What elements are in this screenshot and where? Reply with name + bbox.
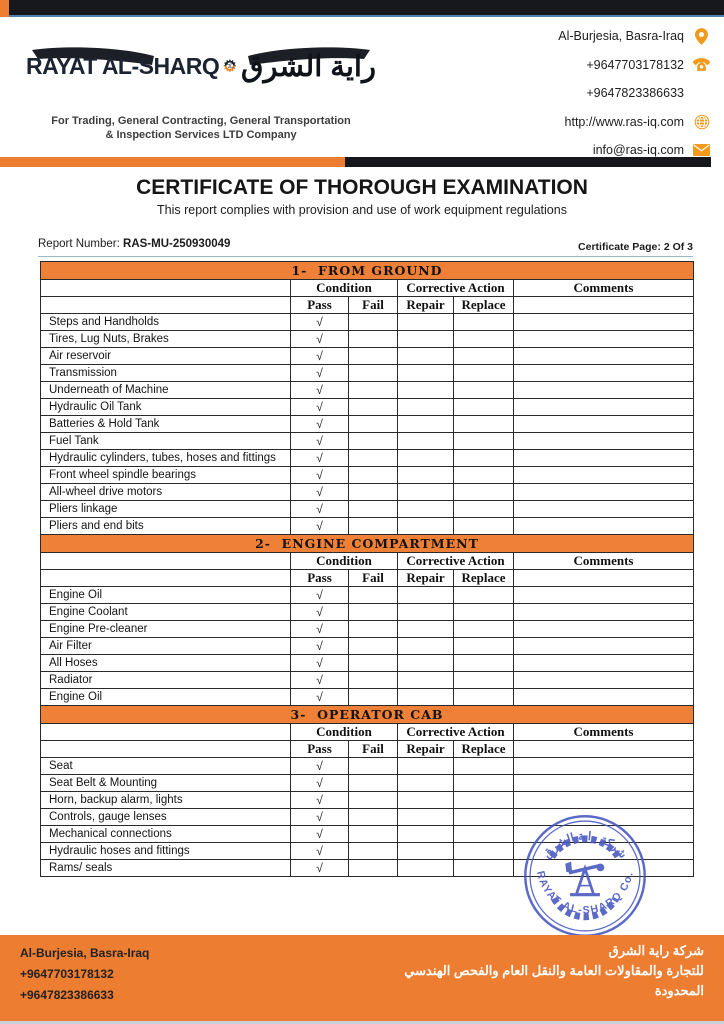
table-row xyxy=(41,399,694,416)
company-tagline: For Trading, General Contracting, General Transportation & Inspection Services LTD Company xyxy=(51,115,351,141)
contact-email: info@ras-iq.com xyxy=(470,136,710,165)
replace-cell xyxy=(454,314,514,331)
contact-phone-1: +9647703178132 xyxy=(470,51,710,80)
contact-phone-2: +9647823386633 xyxy=(470,79,710,108)
fail-cell xyxy=(349,314,398,331)
table-row xyxy=(41,467,694,484)
replace-cell xyxy=(454,484,514,501)
pass-cell: √ xyxy=(291,416,349,433)
fail-cell xyxy=(349,331,398,348)
item-label: Steps and Handholds xyxy=(41,314,291,331)
repair-header: Repair xyxy=(398,741,454,758)
contact-address: Al-Burjesia, Basra-Iraq xyxy=(470,22,710,51)
comments-header: Comments xyxy=(514,553,694,570)
replace-cell xyxy=(454,399,514,416)
corrective-action-header: Corrective Action xyxy=(398,724,514,741)
pass-header: Pass xyxy=(291,741,349,758)
repair-cell xyxy=(398,792,454,809)
item-label: Fuel Tank xyxy=(41,433,291,450)
pass-cell: √ xyxy=(291,809,349,826)
pass-cell: √ xyxy=(291,843,349,860)
fail-cell xyxy=(349,399,398,416)
pass-cell: √ xyxy=(291,450,349,467)
item-label: Hydraulic Oil Tank xyxy=(41,399,291,416)
fail-cell xyxy=(349,826,398,843)
stamp-pumpjack xyxy=(565,862,604,897)
corrective-action-header: Corrective Action xyxy=(398,553,514,570)
table-row xyxy=(41,484,694,501)
comments-cell xyxy=(514,621,694,638)
item-label: Pliers and end bits xyxy=(41,518,291,535)
pass-cell: √ xyxy=(291,314,349,331)
replace-cell xyxy=(454,331,514,348)
repair-cell xyxy=(398,450,454,467)
repair-cell xyxy=(398,775,454,792)
pass-cell: √ xyxy=(291,365,349,382)
top-bar xyxy=(0,0,724,17)
blank-header-cell xyxy=(514,741,694,758)
gear-pumpjack-logo-icon xyxy=(223,20,237,112)
repair-header: Repair xyxy=(398,570,454,587)
comments-header: Comments xyxy=(514,724,694,741)
table-row xyxy=(41,638,694,655)
fail-header: Fail xyxy=(349,570,398,587)
contact-info-list xyxy=(470,22,710,165)
repair-cell xyxy=(398,672,454,689)
repair-header: Repair xyxy=(398,297,454,314)
stamp-arabic-text: شركة راية الشرق xyxy=(540,829,630,861)
blank-header-cell xyxy=(41,553,291,570)
replace-header: Replace xyxy=(454,570,514,587)
pass-cell: √ xyxy=(291,689,349,706)
replace-cell xyxy=(454,672,514,689)
repair-cell xyxy=(398,331,454,348)
fail-cell xyxy=(349,604,398,621)
comments-cell xyxy=(514,655,694,672)
table-row xyxy=(41,365,694,382)
footer-arabic-line-2: للتجارة والمقاولات العامة والنقل العام والفحص الهندسي xyxy=(404,963,704,978)
fail-cell xyxy=(349,860,398,877)
item-label: Transmission xyxy=(41,365,291,382)
inspection-table-body xyxy=(41,262,694,877)
blank-header-cell xyxy=(514,570,694,587)
table-row xyxy=(41,758,694,775)
pass-cell: √ xyxy=(291,518,349,535)
pass-cell: √ xyxy=(291,467,349,484)
repair-cell xyxy=(398,689,454,706)
repair-cell xyxy=(398,638,454,655)
repair-cell xyxy=(398,621,454,638)
repair-cell xyxy=(398,399,454,416)
item-label: Engine Pre-cleaner xyxy=(41,621,291,638)
item-label: Seat xyxy=(41,758,291,775)
table-row xyxy=(41,518,694,535)
item-label: Underneath of Machine xyxy=(41,382,291,399)
footer-arabic-line-3: المحدودة xyxy=(654,983,704,998)
item-label: Pliers linkage xyxy=(41,501,291,518)
footer-contact-block xyxy=(20,943,149,1006)
item-label: Radiator xyxy=(41,672,291,689)
repair-cell xyxy=(398,501,454,518)
pass-cell: √ xyxy=(291,860,349,877)
fail-cell xyxy=(349,416,398,433)
repair-cell xyxy=(398,809,454,826)
item-label: Hydraulic cylinders, tubes, hoses and fittings xyxy=(41,450,291,467)
item-label: Engine Oil xyxy=(41,587,291,604)
replace-cell xyxy=(454,638,514,655)
replace-cell xyxy=(454,382,514,399)
pass-header: Pass xyxy=(291,570,349,587)
table-row xyxy=(41,587,694,604)
item-label: All-wheel drive motors xyxy=(41,484,291,501)
blank-header-cell xyxy=(41,724,291,741)
location-pin-icon xyxy=(693,28,710,45)
inspection-table xyxy=(40,261,693,877)
repair-cell xyxy=(398,826,454,843)
replace-cell xyxy=(454,587,514,604)
item-label: Controls, gauge lenses xyxy=(41,809,291,826)
pass-cell: √ xyxy=(291,621,349,638)
replace-cell xyxy=(454,416,514,433)
fail-header: Fail xyxy=(349,741,398,758)
fail-cell xyxy=(349,433,398,450)
pass-cell: √ xyxy=(291,758,349,775)
comments-header: Comments xyxy=(514,280,694,297)
footer-phone-1: +9647703178132 xyxy=(20,967,114,981)
comments-cell xyxy=(514,587,694,604)
comments-cell xyxy=(514,314,694,331)
pass-cell: √ xyxy=(291,672,349,689)
replace-cell xyxy=(454,348,514,365)
item-label: Front wheel spindle bearings xyxy=(41,467,291,484)
table-row xyxy=(41,314,694,331)
repair-cell xyxy=(398,587,454,604)
replace-header: Replace xyxy=(454,297,514,314)
replace-cell xyxy=(454,809,514,826)
replace-cell xyxy=(454,860,514,877)
fail-cell xyxy=(349,655,398,672)
company-name-arabic: راية الشرق xyxy=(240,50,376,83)
globe-icon xyxy=(693,113,710,130)
comments-cell xyxy=(514,775,694,792)
item-label: Air reservoir xyxy=(41,348,291,365)
pass-cell: √ xyxy=(291,501,349,518)
comments-cell xyxy=(514,638,694,655)
pass-cell: √ xyxy=(291,399,349,416)
pass-cell: √ xyxy=(291,331,349,348)
top-bar-orange-accent xyxy=(0,0,9,17)
fail-cell xyxy=(349,587,398,604)
comments-cell xyxy=(514,484,694,501)
table-row xyxy=(41,433,694,450)
comments-cell xyxy=(514,467,694,484)
replace-cell xyxy=(454,655,514,672)
replace-cell xyxy=(454,826,514,843)
repair-cell xyxy=(398,604,454,621)
fail-cell xyxy=(349,843,398,860)
replace-cell xyxy=(454,758,514,775)
comments-cell xyxy=(514,331,694,348)
document-title: CERTIFICATE OF THOROUGH EXAMINATION xyxy=(136,176,588,199)
fail-cell xyxy=(349,467,398,484)
fail-header: Fail xyxy=(349,297,398,314)
item-label: Mechanical connections xyxy=(41,826,291,843)
comments-cell xyxy=(514,501,694,518)
table-row xyxy=(41,450,694,467)
table-row xyxy=(41,501,694,518)
pass-cell: √ xyxy=(291,826,349,843)
replace-cell xyxy=(454,467,514,484)
fail-cell xyxy=(349,501,398,518)
table-row xyxy=(41,775,694,792)
phone-icon xyxy=(693,56,710,73)
footer-bar xyxy=(0,935,724,1021)
footer-phone-2: +9647823386633 xyxy=(20,988,114,1002)
fail-cell xyxy=(349,348,398,365)
replace-cell xyxy=(454,621,514,638)
table-row xyxy=(41,655,694,672)
section-header: 1- FROM GROUND xyxy=(41,262,694,280)
table-row xyxy=(41,416,694,433)
fail-cell xyxy=(349,365,398,382)
condition-header: Condition xyxy=(291,553,398,570)
repair-cell xyxy=(398,484,454,501)
comments-cell xyxy=(514,433,694,450)
pass-cell: √ xyxy=(291,382,349,399)
repair-cell xyxy=(398,314,454,331)
repair-cell xyxy=(398,467,454,484)
repair-cell xyxy=(398,416,454,433)
stamp-english-text: RAYAT AL-SHARQ Co. xyxy=(534,869,636,917)
fail-cell xyxy=(349,518,398,535)
pass-cell: √ xyxy=(291,775,349,792)
repair-cell xyxy=(398,518,454,535)
fail-cell xyxy=(349,638,398,655)
replace-cell xyxy=(454,775,514,792)
fail-cell xyxy=(349,809,398,826)
blank-header-cell xyxy=(514,297,694,314)
comments-cell xyxy=(514,450,694,467)
divider-orange-bar xyxy=(0,157,345,167)
corrective-action-header: Corrective Action xyxy=(398,280,514,297)
repair-cell xyxy=(398,382,454,399)
pass-cell: √ xyxy=(291,433,349,450)
section-header: 2- ENGINE COMPARTMENT xyxy=(41,535,694,553)
table-row xyxy=(41,348,694,365)
fail-cell xyxy=(349,758,398,775)
condition-header: Condition xyxy=(291,724,398,741)
company-logo-block xyxy=(26,20,376,152)
replace-cell xyxy=(454,689,514,706)
table-row xyxy=(41,689,694,706)
footer-arabic-line-1: شركة راية الشرق xyxy=(608,943,704,958)
comments-cell xyxy=(514,672,694,689)
item-label: All Hoses xyxy=(41,655,291,672)
comments-cell xyxy=(514,416,694,433)
item-label: Rams/ seals xyxy=(41,860,291,877)
item-label: Engine Oil xyxy=(41,689,291,706)
document-subtitle: This report complies with provision and use of work equipment regulations xyxy=(157,203,567,217)
fail-cell xyxy=(349,689,398,706)
comments-cell xyxy=(514,365,694,382)
item-label: Tires, Lug Nuts, Brakes xyxy=(41,331,291,348)
repair-cell xyxy=(398,758,454,775)
item-label: Horn, backup alarm, lights xyxy=(41,792,291,809)
fail-cell xyxy=(349,775,398,792)
pass-cell: √ xyxy=(291,792,349,809)
report-number: Report Number: RAS-MU-250930049 xyxy=(38,238,231,250)
blank-header-cell xyxy=(41,741,291,758)
blank-header-cell xyxy=(41,280,291,297)
replace-cell xyxy=(454,433,514,450)
repair-cell xyxy=(398,860,454,877)
replace-cell xyxy=(454,843,514,860)
replace-cell xyxy=(454,792,514,809)
blank-header-cell xyxy=(41,297,291,314)
repair-cell xyxy=(398,433,454,450)
comments-cell xyxy=(514,382,694,399)
comments-cell xyxy=(514,604,694,621)
table-row xyxy=(41,792,694,809)
replace-cell xyxy=(454,604,514,621)
replace-cell xyxy=(454,518,514,535)
comments-cell xyxy=(514,399,694,416)
replace-cell xyxy=(454,501,514,518)
table-row xyxy=(41,672,694,689)
repair-cell xyxy=(398,843,454,860)
repair-cell xyxy=(398,348,454,365)
footer-company-arabic-block xyxy=(404,941,704,1001)
table-row xyxy=(41,604,694,621)
fail-cell xyxy=(349,450,398,467)
pass-cell: √ xyxy=(291,638,349,655)
condition-header: Condition xyxy=(291,280,398,297)
section-header: 3- OPERATOR CAB xyxy=(41,706,694,724)
comments-cell xyxy=(514,792,694,809)
fail-cell xyxy=(349,621,398,638)
pass-cell: √ xyxy=(291,484,349,501)
repair-cell xyxy=(398,655,454,672)
fail-cell xyxy=(349,792,398,809)
pass-cell: √ xyxy=(291,587,349,604)
replace-header: Replace xyxy=(454,741,514,758)
comments-cell xyxy=(514,348,694,365)
item-label: Seat Belt & Mounting xyxy=(41,775,291,792)
fail-cell xyxy=(349,382,398,399)
item-label: Engine Coolant xyxy=(41,604,291,621)
report-meta-row xyxy=(38,238,693,257)
contact-website: http://www.ras-iq.com xyxy=(470,108,710,137)
table-row xyxy=(41,331,694,348)
comments-cell xyxy=(514,758,694,775)
company-name-english: RAYAT AL-SHARQ xyxy=(26,52,220,79)
table-row xyxy=(41,382,694,399)
fail-cell xyxy=(349,672,398,689)
comments-cell xyxy=(514,518,694,535)
item-label: Air Filter xyxy=(41,638,291,655)
replace-cell xyxy=(454,450,514,467)
comments-cell xyxy=(514,689,694,706)
replace-cell xyxy=(454,365,514,382)
pass-cell: √ xyxy=(291,604,349,621)
certificate-page-indicator: Certificate Page: 2 Of 3 xyxy=(578,241,693,253)
table-row xyxy=(41,621,694,638)
fail-cell xyxy=(349,484,398,501)
repair-cell xyxy=(398,365,454,382)
item-label: Batteries & Hold Tank xyxy=(41,416,291,433)
pass-cell: √ xyxy=(291,655,349,672)
no-icon-spacer xyxy=(693,85,710,102)
blank-header-cell xyxy=(41,570,291,587)
pass-header: Pass xyxy=(291,297,349,314)
divider-black-bar xyxy=(345,157,711,167)
pass-cell: √ xyxy=(291,348,349,365)
company-stamp xyxy=(521,812,649,940)
item-label: Hydraulic hoses and fittings xyxy=(41,843,291,860)
footer-address: Al-Burjesia, Basra-Iraq xyxy=(20,946,150,960)
